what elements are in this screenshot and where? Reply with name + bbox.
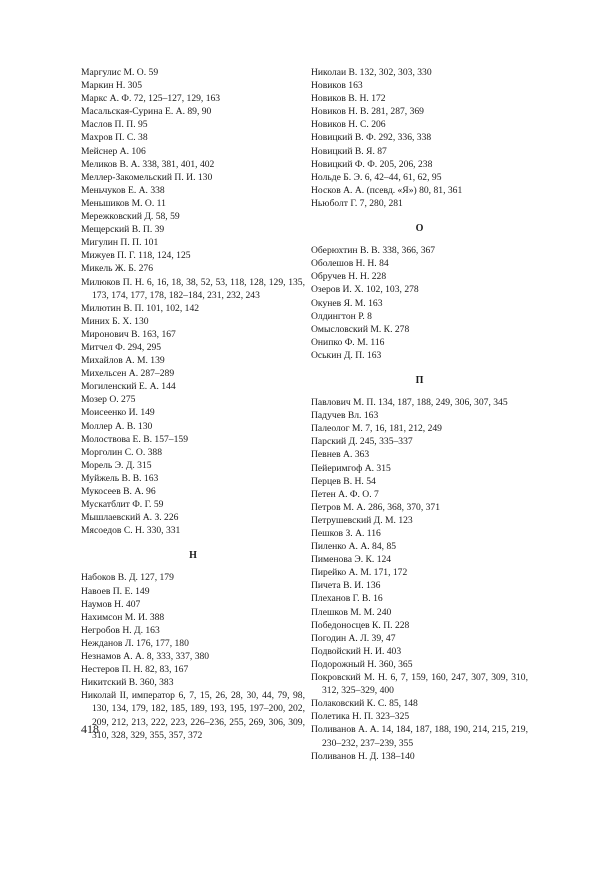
index-entry: Нахимсон М. И. 388 bbox=[81, 611, 165, 623]
index-entry: Мукосеев В. А. 96 bbox=[81, 486, 156, 497]
index-entry: Моллер А. В. 130 bbox=[81, 420, 153, 432]
index-column-left bbox=[81, 66, 305, 742]
index-entry: Незнамов А. А. 8, 333, 337, 380 bbox=[81, 651, 210, 663]
index-entry: Оболешов Н. Н. 84 bbox=[311, 258, 389, 270]
index-entry: Новицкий Ф. Ф. 205, 206, 238 bbox=[311, 158, 433, 170]
index-entry: Пичета В. И. 136 bbox=[311, 580, 381, 592]
index-entry: Микель Ж. Б. 276 bbox=[81, 263, 153, 275]
index-entry: Мигулин П. П. 101 bbox=[81, 237, 159, 249]
index-entry: Новиков В. Н. 172 bbox=[311, 93, 386, 105]
index-entry: Подвойский Н. И. 403 bbox=[311, 645, 402, 657]
index-entry: Никитский В. 360, 383 bbox=[81, 677, 174, 689]
index-entry: Мозер О. 275 bbox=[81, 394, 136, 406]
index-entry: Мещерский В. П. 39 bbox=[81, 224, 165, 236]
index-entry: Омысловский М. К. 278 bbox=[311, 323, 410, 335]
index-entry: Мейснер А. 106 bbox=[81, 145, 146, 157]
index-entry: Махров П. С. 38 bbox=[81, 132, 148, 144]
index-entry: Подорожный Н. 360, 365 bbox=[311, 658, 413, 670]
index-entry: Меликов В. А. 338, 381, 401, 402 bbox=[81, 158, 215, 170]
index-entry: Петров М. А. 286, 368, 370, 371 bbox=[311, 501, 441, 513]
index-entry: Моисеенко И. 149 bbox=[81, 407, 155, 419]
index-entry: Николай II, император 6, 7, 15, 26, 28, 30, 44, 79, 98, 130, 134, 179, 182, 185, 189, 193, 195, 197–200, 202, 209, 212, 213, 222, 223, 226–236, 255, 269, 306, 309, 310, 328, 329, 355, 357, 372 bbox=[81, 690, 305, 741]
index-entry: Обручев Н. Н. 228 bbox=[311, 271, 387, 283]
index-entry: Пирейко А. М. 171, 172 bbox=[311, 567, 408, 579]
index-entry: Пешков З. А. 116 bbox=[311, 528, 381, 539]
index-entries-o bbox=[311, 244, 528, 362]
index-entry: Нольде Б. Э. 6, 42–44, 61, 62, 95 bbox=[311, 171, 442, 183]
index-entry: Милюков П. Н. 6, 16, 18, 38, 52, 53, 118, 128, 129, 135, 173, 174, 177, 178, 182–184, 231, 232, 243 bbox=[81, 276, 305, 301]
index-entry: Маркс А. Ф. 72, 125–127, 129, 163 bbox=[81, 93, 221, 105]
page-number: 418 bbox=[81, 722, 99, 736]
index-entry: Павлович М. П. 134, 187, 188, 249, 306, 307, 345 bbox=[311, 397, 508, 409]
index-entry: Новицкий В. Я. 87 bbox=[311, 145, 387, 157]
index-entry: Новиков 163 bbox=[311, 80, 363, 92]
index-entry: Оберюхтин В. В. 338, 366, 367 bbox=[311, 245, 436, 257]
index-entries-n-cont bbox=[311, 66, 528, 210]
index-entry: Пименова Э. К. 124 bbox=[311, 554, 392, 566]
index-entry: Петен А. Ф. О. 7 bbox=[311, 488, 379, 500]
index-entry: Падучев Вл. 163 bbox=[311, 410, 379, 422]
index-entry: Негробов Н. Д. 163 bbox=[81, 624, 160, 636]
index-entry: Носков А. А. (псевд. «Я») 80, 81, 361 bbox=[311, 184, 463, 196]
index-entry: Меньшиков М. О. 11 bbox=[81, 197, 166, 209]
index-entries-n bbox=[81, 571, 305, 741]
index-entry: Пейеримгоф А. 315 bbox=[311, 462, 391, 474]
index-entry: Плеханов Г. В. 16 bbox=[311, 593, 383, 605]
index-entries-m bbox=[81, 66, 305, 537]
index-entry: Ньюболт Г. 7, 280, 281 bbox=[311, 197, 403, 209]
index-entry: Парский Д. 245, 335–337 bbox=[311, 436, 413, 448]
index-entry: Меллер-Закомельский П. И. 130 bbox=[81, 171, 213, 183]
index-entry: Меньчуков Е. А. 338 bbox=[81, 184, 165, 196]
index-entry: Мясоедов С. Н. 330, 331 bbox=[81, 525, 181, 537]
section-letter-p: П bbox=[415, 374, 424, 386]
index-entry: Муйжель В. В. 163 bbox=[81, 472, 159, 484]
index-entry: Погодин А. Л. 39, 47 bbox=[311, 632, 396, 644]
index-entry: Победоносцев К. П. 228 bbox=[311, 619, 410, 631]
index-entry: Молоствова Е. В. 157–159 bbox=[81, 433, 188, 445]
index-entries-p bbox=[311, 396, 528, 763]
index-entry: Николаи В. 132, 302, 303, 330 bbox=[311, 67, 432, 78]
index-entry: Новиков Н. С. 206 bbox=[311, 119, 386, 131]
index-entry: Митчел Ф. 294, 295 bbox=[81, 341, 162, 353]
index-entry: Морголин С. О. 388 bbox=[81, 446, 163, 458]
index-entry: Миронович В. 163, 167 bbox=[81, 328, 176, 340]
index-entry: Перцев В. Н. 54 bbox=[311, 475, 376, 487]
index-entry: Новиков Н. В. 281, 287, 369 bbox=[311, 106, 424, 118]
index-entry: Мускатблит Ф. Г. 59 bbox=[81, 499, 164, 511]
index-entry: Поливанов А. А. 14, 184, 187, 188, 190, 214, 215, 219, 230–232, 237–239, 355 bbox=[311, 724, 528, 749]
index-entry: Навоев П. Е. 149 bbox=[81, 585, 150, 597]
index-entry: Неждaнов Л. 176, 177, 180 bbox=[81, 637, 189, 649]
index-entry: Морель Э. Д. 315 bbox=[81, 459, 152, 471]
index-entry: Набоков В. Д. 127, 179 bbox=[81, 572, 174, 584]
index-entry: Полаковский К. С. 85, 148 bbox=[311, 698, 418, 710]
index-entry: Петрушевский Д. М. 123 bbox=[311, 514, 413, 526]
index-entry: Плешков М. М. 240 bbox=[311, 606, 392, 618]
index-entry: Мережковский Д. 58, 59 bbox=[81, 211, 180, 223]
index-entry: Окунев Я. М. 163 bbox=[311, 297, 383, 309]
index-entry: Маслов П. П. 95 bbox=[81, 119, 148, 131]
index-entry: Покровский М. Н. 6, 7, 159, 160, 247, 307, 309, 310, 312, 325–329, 400 bbox=[311, 672, 528, 697]
index-entry: Мышлаевский А. З. 226 bbox=[81, 512, 179, 524]
index-entry: Мижуев П. Г. 118, 124, 125 bbox=[81, 250, 191, 262]
section-letter-n: Н bbox=[189, 550, 197, 562]
index-entry: Онипко Ф. М. 116 bbox=[311, 336, 385, 348]
index-entry: Милютин В. П. 101, 102, 142 bbox=[81, 302, 200, 314]
index-entry: Михайлов А. М. 139 bbox=[81, 355, 165, 367]
index-entry: Могиленский Е. А. 144 bbox=[81, 381, 176, 393]
index-entry: Масальская-Сурина Е. А. 89, 90 bbox=[81, 106, 212, 118]
index-entry: Маргулис М. О. 59 bbox=[81, 67, 159, 78]
index-entry: Полетика Н. П. 323–325 bbox=[311, 711, 410, 723]
index-entry: Новицкий В. Ф. 292, 336, 338 bbox=[311, 132, 432, 144]
index-entry: Пиленко А. А. 84, 85 bbox=[311, 541, 397, 553]
index-entry: Певнев А. 363 bbox=[311, 449, 370, 461]
index-entry: Нестеров П. Н. 82, 83, 167 bbox=[81, 664, 189, 676]
section-letter-o: О bbox=[415, 223, 424, 235]
index-entry: Наумов Н. 407 bbox=[81, 598, 141, 610]
index-entry: Поливанов Н. Д. 138–140 bbox=[311, 750, 415, 762]
index-column-right bbox=[311, 66, 528, 763]
index-entry: Маркин Н. 305 bbox=[81, 80, 143, 92]
index-entry: Оськин Д. П. 163 bbox=[311, 349, 382, 361]
index-entry: Озеров И. Х. 102, 103, 278 bbox=[311, 284, 419, 296]
index-entry: Палеолог М. 7, 16, 181, 212, 249 bbox=[311, 423, 442, 435]
index-entry: Михельсен А. 287–289 bbox=[81, 368, 175, 380]
index-entry: Олдингтон Р. 8 bbox=[311, 310, 372, 322]
index-entry: Миних Б. Х. 130 bbox=[81, 315, 149, 327]
